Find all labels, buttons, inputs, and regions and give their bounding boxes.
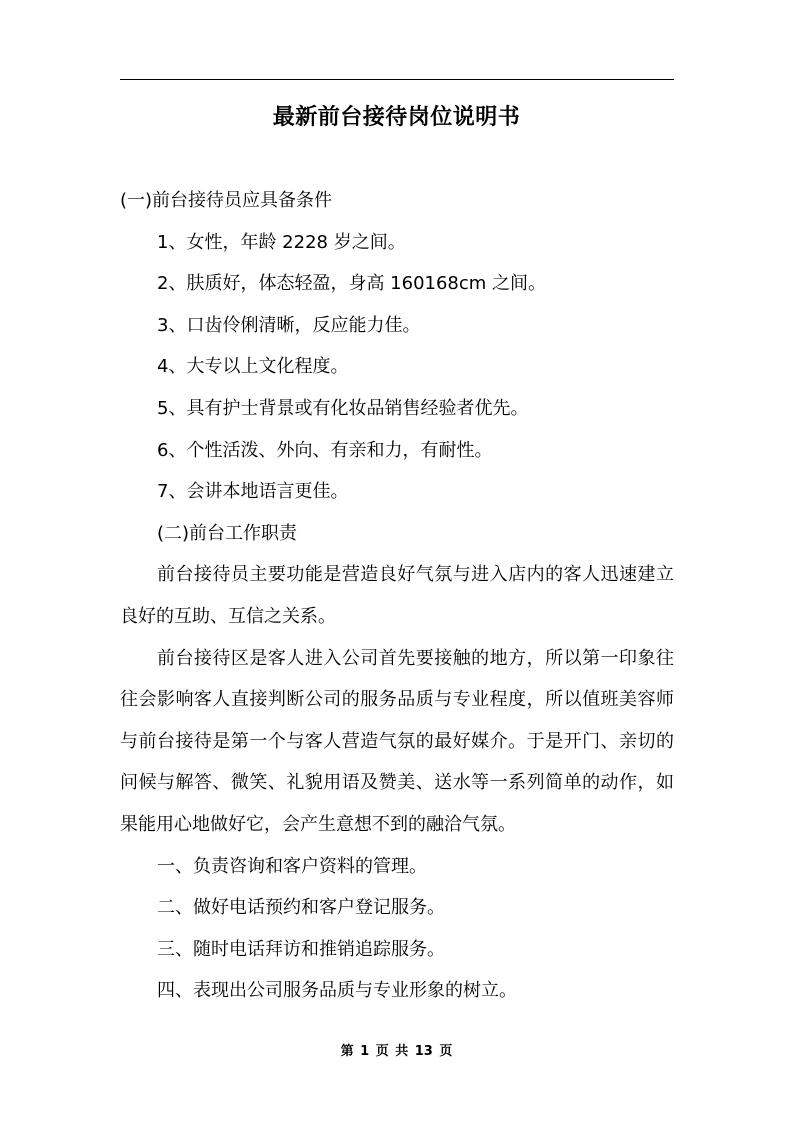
requirement-item: 3、口齿伶俐清晰，反应能力佳。 (157, 314, 421, 336)
body-paragraph: 前台接待员主要功能是营造良好气氛与进入店内的客人迅速建立良好的互助、互信之关系。 (120, 564, 674, 627)
requirement-item: 7、会讲本地语言更佳。 (157, 481, 349, 503)
duty-item: 三、随时电话拜访和推销追踪服务。 (157, 938, 445, 960)
section-heading-requirements: (一)前台接待员应具备条件 (120, 190, 333, 211)
requirement-item: 5、具有护士背景或有化妆品销售经验者优先。 (157, 397, 529, 419)
requirement-item: 4、大专以上文化程度。 (157, 356, 349, 378)
duty-item: 四、表现出公司服务品质与专业形象的树立。 (157, 980, 517, 1002)
page-number-footer: 第 1 页 共 13 页 (340, 1044, 453, 1059)
body-paragraph: 前台接待区是客人进入公司首先要接触的地方，所以第一印象往往会影响客人直接判断公司的服务品质与专业程度，所以值班美容师与前台接待是第一个与客人营造气氛的最好媒介。于是开门、亲切的问候与解答、微笑、礼貌用语及赞美、送水等一系列简单的动作，如果能用心地做好它，会产生意想不到的融洽气氛。 (120, 647, 674, 835)
requirement-item: 1、女性，年龄 2228 岁之间。 (157, 231, 406, 253)
document-body (120, 180, 674, 1012)
requirement-item: 2、肤质好，体态轻盈，身高 160168cm 之间。 (157, 273, 547, 295)
section-heading-duties: (二)前台工作职责 (157, 522, 298, 544)
requirement-item: 6、个性活泼、外向、有亲和力，有耐性。 (157, 439, 493, 461)
duty-item: 一、负责咨询和客户资料的管理。 (157, 855, 427, 877)
header-rule (120, 79, 674, 80)
document-title: 最新前台接待岗位说明书 (272, 105, 521, 130)
duty-item: 二、做好电话预约和客户登记服务。 (157, 897, 445, 919)
